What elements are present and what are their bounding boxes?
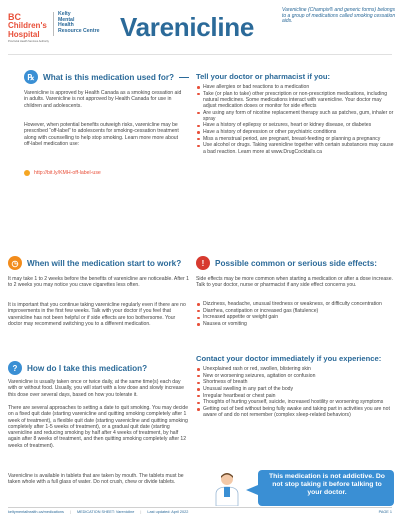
- logo-divider: [53, 12, 54, 36]
- header-divider: [8, 54, 392, 55]
- side-effects-title: Possible common or serious side effects:: [215, 258, 377, 268]
- rx-icon: ℞: [24, 70, 38, 84]
- how-take-para3: Varenicline is available in tablets that are taken by mouth. The tablets must be taken whole with a full glass of water. Do not crush, chew or divide tablets.: [8, 473, 184, 486]
- how-take-para2: There are several approaches to setting a date to quit smoking. You may decide on a fixed quit date (starting varenicline and quitting smoking completely after 1 week of treatment), a flexible quit date (starting varenicline and quitting smoking completely after 1-5 weeks of treatment), or a gradual quit date (starting varenicline and reducing smoking by half after 4 weeks of treatment, by half again after 8 weeks of treatment, and then quitting smoking completely after 12 weeks of treatment).: [8, 405, 189, 449]
- tell-doctor-list: [196, 84, 394, 155]
- list-item: Have a history of epilepsy or seizures, heart or kidney disease, or diabetes: [196, 122, 394, 128]
- side-effects-list: [196, 301, 394, 328]
- logo-kelty2: Mental: [57, 16, 75, 23]
- list-item: Thoughts of hurting yourself, suicide, increased hostility or worsening symptoms: [196, 399, 394, 405]
- list-item: Are using any form of nicotine replacement therapy such as patches, gum, inhaler or spray: [196, 110, 394, 122]
- list-item: Shortness of breath: [196, 379, 394, 385]
- footer-sheet: MEDICATION SHEET: Varenicline: [76, 510, 135, 514]
- used-for-heading: [24, 70, 189, 84]
- off-label-link-text[interactable]: http://bit.ly/KMH-off-label-use: [34, 170, 101, 176]
- question-icon: ?: [8, 361, 22, 375]
- list-item: Have allergies or bad reactions to a medication: [196, 84, 394, 90]
- logo-sub: Provincial Health Services Authority: [8, 40, 49, 43]
- list-item: Diarrhea, constipation or increased gas (flatulence): [196, 308, 394, 314]
- logo-kelty4: Resource Centre: [57, 27, 100, 34]
- footer-site-link[interactable]: keltymentalhealth.ca/medications: [8, 510, 64, 514]
- contact-doctor-title: Contact your doctor immediately if you experience:: [196, 354, 382, 363]
- list-item: Unusual swelling in any part of the body: [196, 386, 394, 392]
- off-label-link[interactable]: [24, 170, 101, 176]
- contact-doctor-list: [196, 366, 394, 419]
- heading-rule: [179, 77, 189, 78]
- doctor-illustration-icon: [212, 470, 242, 506]
- side-effects-heading: [196, 256, 394, 270]
- footer-updated: Last updated: April 2022: [147, 510, 189, 514]
- logo-line2: Hospital: [8, 29, 40, 39]
- start-work-title: When will the medication start to work?: [27, 258, 182, 268]
- list-item: Unexplained rash or red, swollen, blistering skin: [196, 366, 394, 372]
- logo-kelty3: Health: [57, 22, 74, 29]
- list-item: Increased appetite or weight gain: [196, 314, 394, 320]
- list-item: New or worsening seizures, agitation or confusion: [196, 373, 394, 379]
- how-take-para1: Varenicline is usually taken once or twice daily, at the same time(s) each day with or without food. Usually, you will start with a low dose and slowly increase this dose over several days, based on how you tolerate it.: [8, 379, 185, 398]
- warning-icon: !: [196, 256, 210, 270]
- list-item: Take (or plan to take) other prescription or non-prescription medications, including natural medicines. Some medications interact with varenicline. Your doctor may adjust medication doses or monitor for side effects: [196, 91, 394, 109]
- list-item: Getting out of bed without being fully awake and taking part in activities you are not aware of and do not remember (complex sleep-related behaviors): [196, 406, 394, 418]
- used-for-para2: However, when potential benefits outweigh risks, varenicline may be prescribed “off-label” to adolescents for smoking-cessation treatment along with counselling to help stop smoking. Learn more more about off-label medication use:: [24, 122, 179, 147]
- page-subtitle: Varenicline (Champix® and generic forms) belongs to a group of medications called smoking cessation aids.: [282, 7, 396, 25]
- list-item: Use alcohol or drugs. Taking varenicline together with certain substances may cause a bad reaction. Learn more at www.DrugCocktails.ca: [196, 142, 394, 154]
- start-work-para1: It may take 1 to 2 weeks before the benefits of varenicline are noticeable. After 1 to 2 weeks you may notice you crave cigarettes less often.: [8, 276, 189, 289]
- side-effects-intro: Side effects may be more common when starting a medication or after a dose increase. Talk to your doctor, nurse or pharmacist if any side effect concerns you.: [196, 276, 393, 289]
- list-item: Miss a menstrual period, are pregnant, breast-feeding or planning a pregnancy: [196, 136, 394, 142]
- footer-divider: [8, 507, 392, 508]
- bubble-tail: [246, 485, 258, 495]
- list-item: Have a history of depression or other psychiatric conditions: [196, 129, 394, 135]
- list-item: Irregular heartbeat or chest pain: [196, 393, 394, 399]
- tell-doctor-title: Tell your doctor or pharmacist if you:: [196, 72, 331, 81]
- used-for-title: What is this medication used for?: [43, 72, 175, 82]
- logo-kelty1: Kelty: [57, 11, 71, 17]
- logo-bc: BC: [8, 12, 21, 22]
- list-item: Nausea or vomiting: [196, 321, 394, 327]
- header: [0, 0, 400, 50]
- start-work-heading: [8, 256, 190, 270]
- bc-childrens-hospital-logo: [8, 12, 99, 43]
- callout-text: This medication is not addictive. Do not stop taking it before talking to your doctor.: [269, 473, 385, 496]
- used-for-para1: Varenicline is approved by Health Canada as a smoking cessation aid in adults. Varenicline is not approved by Health Canada for use in children and adolescents.: [24, 90, 182, 109]
- page-title: Varenicline: [120, 12, 254, 42]
- list-item: Dizziness, headache, unusual tiredness or weakness, or difficulty concentration: [196, 301, 394, 307]
- footer-page-number: PAGE 1: [378, 510, 392, 514]
- kelty-logo: [58, 12, 100, 34]
- how-take-heading: [8, 361, 190, 375]
- how-take-title: How do I take this medication?: [27, 363, 148, 373]
- footer: keltymentalhealth.ca/medications | MEDICATION SHEET: Varenicline | Last updated: April 2022: [8, 510, 189, 514]
- start-work-para2: It is important that you continue taking varenicline regularly even if there are no improvements in the first few weeks. Talk with your doctor if you feel that varenicline has not been helpful or if side effects are too bothersome. Your doctor may recommend switching you to a different medication.: [8, 302, 186, 327]
- clock-icon: ◷: [8, 256, 22, 270]
- logo-line1: Children's: [8, 21, 47, 30]
- link-dot-icon: [24, 170, 30, 176]
